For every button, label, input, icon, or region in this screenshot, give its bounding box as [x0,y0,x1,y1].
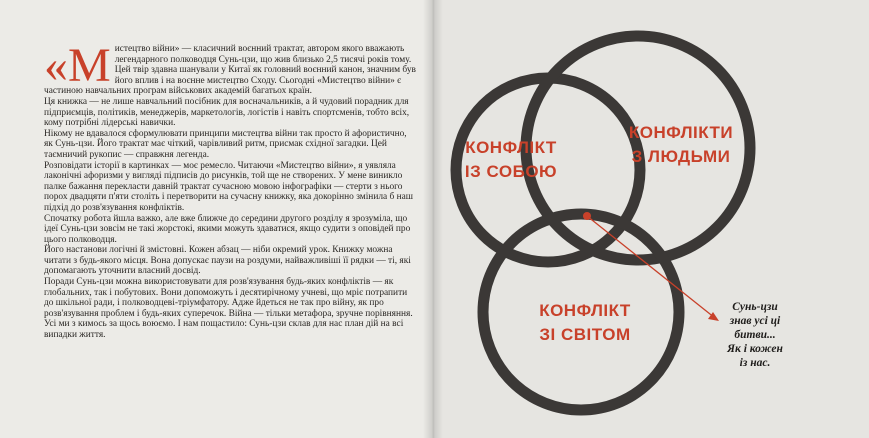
paragraph-4: Розповідати історії в картинках — моє ремесло. Читаючи «Мистецтво війни», я уявляла лаконічні афоризми у вигляді підписів до рисунків, той ще не створених. У мене виникло палке бажання перекласти давній трактат сучасною мовою інфографіки — стерти з нього порох двадцяти п'яти століть і перетворити на сучасну книжку, яка докорінно змінила б наш підхід до розв'язування конфліктів. [44,160,414,213]
paragraph-5: Спочатку робота йшла важко, але вже ближче до середини другого розділу я зрозуміла, що ідеї Сунь-цзи зовсім не такі жорстокі, якими можуть здаватися, якщо судити з оповідей про цього полководця. [44,213,411,245]
venn-diagram [433,0,869,438]
annotation-line-1: Сунь-цзи [732,301,778,313]
annotation-line-5: із нас. [739,357,771,369]
intro-text [44,39,416,341]
paragraph-8: Усі ми з кимось за щось воюємо. І нам пощастило: Сунь-цзи склав для нас план дій на всі випадки життя. [44,319,404,341]
label-world-2: ЗІ СВІТОМ [539,325,631,344]
dropcap: «М [44,39,111,92]
label-self-2: ІЗ СОБОЮ [464,162,558,181]
annotation-line-4: Як і кожен [727,343,783,355]
right-page [433,0,869,438]
label-people-1: КОНФЛІКТИ [628,123,734,142]
paragraph-3: Нікому не вдавалося сформулювати принципи мистецтва війни так просто й афористично, як Сунь-цзи. Його трактат має чіткий, чарівливий ритм, присмак східної загадки. Цей таємничий рукопис — справжня легенда. [44,128,407,160]
paragraph-1: истецтво війни» — класичний воєнний трактат, автором якого вважають легендарного полководця Сунь-цзи, що жив близько 2,5 тисячі років тому. Цей твір здавна шанували у Китаї як головний воєнний канон, значним був його вплив і на воєнне мистецтво Сходу. Сьогодні «Мистецтво війни» є частиною навчальних програм військових академій багатьох країн. [44,44,416,97]
annotation-line-3: битви... [734,329,776,341]
paragraph-2: Ця книжка — не лише навчальний посібник для восначальників, а й чудовий порадник для підприємців, політиків, менеджерів, маркетологів, логістів і навіть спортсменів, тобто всіх, кому потрібні лідерські навички. [44,96,410,129]
book-gutter [423,0,443,438]
pointer-dot [583,212,591,220]
left-page [0,0,433,438]
label-self-1: КОНФЛІКТ [465,138,557,157]
paragraph-6: Його настанови логічні й змістовні. Кожен абзац — ніби окремий урок. Книжку можна читати з будь-якого місця. Вона допускає паузи на роздуми, найважливіші її рядки — ті, які допомагають уточнити власний досвід. [44,245,411,277]
label-world-1: КОНФЛІКТ [539,301,631,320]
paragraph-7: Поради Сунь-цзи можна використовувати для розв'язування будь-яких конфліктів — як глобальних, так і побутових. Вони допоможуть і десятирічному учневі, що мріє потрапити до шкільної ради, і полководцеві-тріумфатору. Адже йдеться не так про війну, як про розв'язування проблем і будь-яких суперечок. Війна — тільки метафора, зручне порівняння. [44,277,413,319]
annotation-line-2: знав усі ці [729,315,781,327]
label-people-2: З ЛЮДЬМИ [631,147,731,166]
